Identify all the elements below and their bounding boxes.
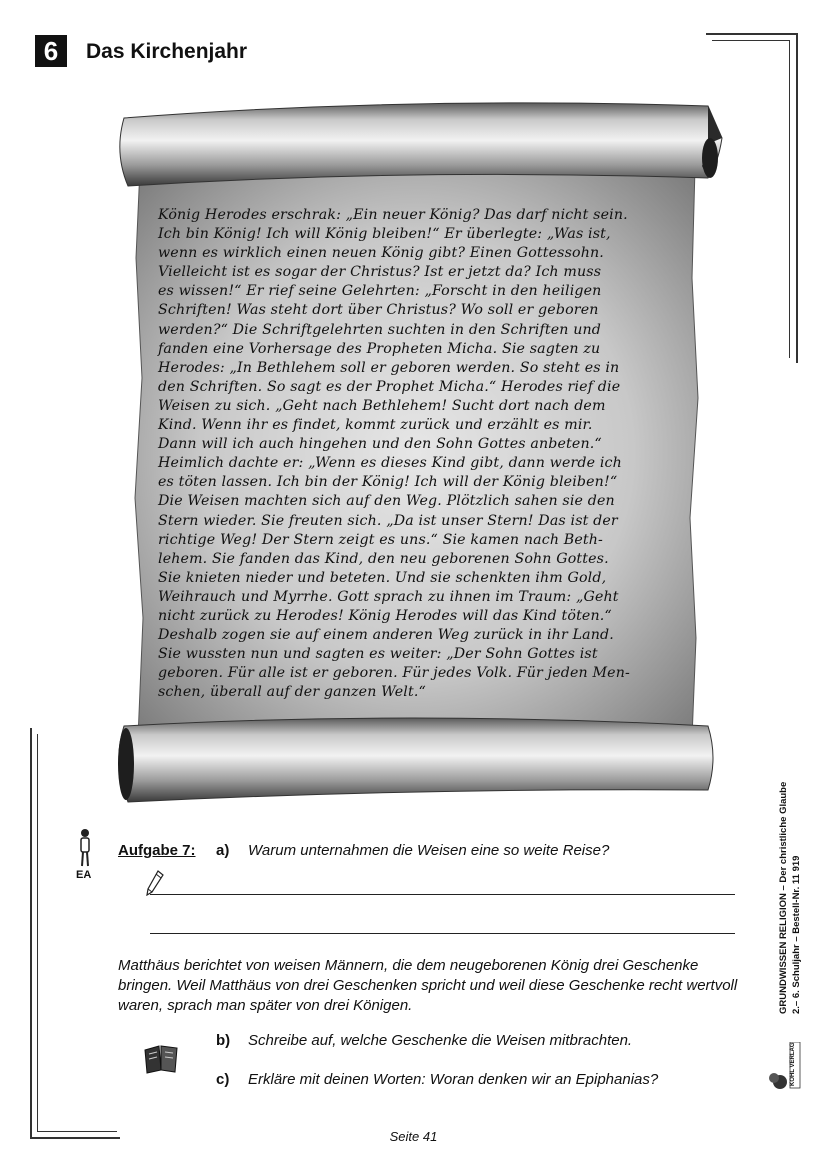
page-title: Das Kirchenjahr: [86, 40, 248, 63]
task-c-question: Erkläre mit deinen Worten: Woran denken wir an Epiphanias?: [248, 1071, 659, 1088]
student-figure-icon: [77, 828, 93, 868]
answer-line[interactable]: [150, 933, 735, 934]
task-b-question: Schreibe auf, welche Geschenke die Weisen mitbrachten.: [248, 1032, 633, 1049]
task-label: Aufgabe 7:: [118, 842, 196, 859]
task-a-question: Warum unternahmen die Weisen eine so weite Reise?: [248, 842, 610, 859]
chapter-number: 6: [43, 35, 59, 66]
page-number: Seite 41: [389, 1129, 438, 1144]
side-series-title: GRUNDWISSEN RELIGION – Der christliche Glaube: [778, 781, 789, 1014]
info-paragraph: Matthäus berichtet von weisen Männern, die dem neugeborenen König drei Geschenke bringen. Weil Matthäus von drei Geschenken spricht und weil diese Geschenke recht wertvoll waren, sprach man später von drei Königen.: [118, 957, 738, 1014]
frame-top-line: [706, 33, 797, 35]
task-b-letter: b): [216, 1032, 231, 1049]
pencil-icon: [146, 870, 164, 896]
task-c-letter: c): [216, 1071, 230, 1088]
frame-top-line-inner: [712, 40, 790, 41]
book-icon: [143, 1044, 179, 1074]
frame-left-line-inner: [37, 734, 38, 1132]
frame-right-line-inner: [789, 40, 790, 358]
publisher-logo: [768, 1042, 802, 1090]
task-a-letter: a): [216, 842, 230, 859]
answer-line[interactable]: [150, 894, 735, 895]
frame-left-line: [30, 728, 32, 1138]
publisher-name: KOHL VERLAG: [790, 1042, 796, 1086]
frame-right-line: [796, 33, 798, 363]
side-order-number: 2.– 6. Schuljahr – Bestell-Nr. 11 919: [791, 855, 802, 1014]
individual-work-label: EA: [76, 869, 92, 881]
chapter-number-badge: [35, 35, 67, 67]
story-text: König Herodes erschrak: „Ein neuer König? Das darf nicht sein. Ich bin König! Ich will König bleiben!“ Er überlegte: „Was ist, wenn es wirklich einen neuen König gibt? Einen Gottessohn. Vielleicht ist es sogar der Christus? Ist er jetzt da? Ich muss es wissen!“ Er rief seine Gelehrten: „Forscht in den heiligen Schriften! Was steht dort über Christus? Wo soll er geboren werden?“ Die Schriftgelehrten suchten in den Schriften und fanden eine Vorhersage des Propheten Micha. Sie sagten zu Herodes: „In Bethlehem soll er geboren werden. So steht es in den Schriften. So sagt es der Prophet Micha.“ Herodes rief die Weisen zu sich. „Geht nach Bethlehem! Sucht dort nach dem Kind. Wenn ihr es findet, kommt zurück und erzählt es mir. Dann will ich auch hingehen und den Sohn Gottes anbeten.“ Heimlich dachte er: „Wenn es dieses Kind gibt, dann werde ich es töten lassen. Ich bin der König! Ich will der König bleiben!“ Die Weisen machten sich auf den Weg. Plötzlich sahen sie den Stern wieder. Sie freuten sich. „Da ist unser Stern! Das ist der richtige Weg! Der Stern zeigt es uns.“ Sie kamen nach Beth- lehem. Sie fanden das Kind, den neu geborenen Sohn Gottes. Sie knieten nieder und beteten. Und sie schenkten ihm Gold, Weihrauch und Myrrhe. Gott sprach zu ihnen im Traum: „Geht nicht zurück zu Herodes! König Herodes will das Kind töten.“ Deshalb zogen sie auf einem anderen Weg zurück in ihr Land. Sie wussten nun und sagten es weiter: „Der Sohn Gottes ist geboren. Für alle ist er geboren. Für jedes Volk. Für jeden Men- schen, überall auf der ganzen Welt.“: [158, 207, 630, 701]
